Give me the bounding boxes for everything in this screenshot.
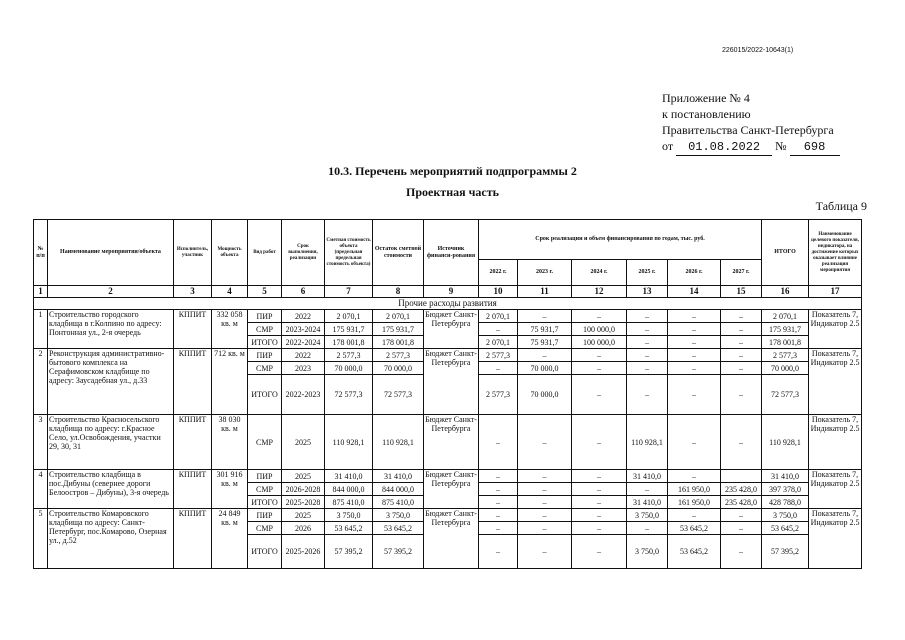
cost-remainder: 2 577,3 xyxy=(373,349,424,362)
funding-source: Бюджет Санкт-Петербурга xyxy=(424,310,479,349)
header-year-2025: 2025 г. xyxy=(627,260,668,286)
year-amount: – xyxy=(518,310,572,323)
term: 2022 xyxy=(282,310,325,323)
work-type: СМР xyxy=(248,415,282,470)
document-number: 226015/2022-10643(1) xyxy=(722,47,794,54)
column-number: 4 xyxy=(212,286,248,298)
year-amount: – xyxy=(572,415,627,470)
year-amount: – xyxy=(627,483,668,496)
row-number: 2 xyxy=(34,349,48,415)
row-total: 175 931,7 xyxy=(762,323,809,336)
column-number: 1 xyxy=(34,286,48,298)
header-work-type: Вид работ xyxy=(248,220,282,286)
year-amount: – xyxy=(479,483,518,496)
header-year-2024: 2024 г. xyxy=(572,260,627,286)
year-amount: – xyxy=(572,535,627,569)
year-amount: – xyxy=(518,535,572,569)
year-amount: – xyxy=(479,535,518,569)
estimated-cost: 178 001,8 xyxy=(325,336,373,349)
page-subtitle: Проектная часть xyxy=(406,185,499,199)
column-number: 7 xyxy=(325,286,373,298)
year-amount: – xyxy=(572,310,627,323)
year-amount: – xyxy=(518,349,572,362)
year-amount: 235 428,0 xyxy=(721,483,762,496)
year-amount: – xyxy=(721,362,762,375)
column-number: 6 xyxy=(282,286,325,298)
row-total: 178 001,8 xyxy=(762,336,809,349)
year-amount: 75 931,7 xyxy=(518,336,572,349)
term: 2025 xyxy=(282,509,325,522)
year-amount: 235 428,0 xyxy=(721,496,762,509)
year-amount: 2 070,1 xyxy=(479,336,518,349)
row-total: 72 577,3 xyxy=(762,375,809,415)
year-amount: 70 000,0 xyxy=(518,375,572,415)
year-amount: – xyxy=(721,323,762,336)
cost-remainder: 3 750,0 xyxy=(373,509,424,522)
estimated-cost: 875 410,0 xyxy=(325,496,373,509)
year-amount: – xyxy=(668,470,721,483)
year-amount: – xyxy=(479,522,518,535)
row-total: 428 788,0 xyxy=(762,496,809,509)
year-amount: – xyxy=(479,323,518,336)
row-total: 70 000,0 xyxy=(762,362,809,375)
year-amount: – xyxy=(627,522,668,535)
year-amount: – xyxy=(479,415,518,470)
work-type: ПИР xyxy=(248,349,282,362)
work-type: ПИР xyxy=(248,509,282,522)
executor: КППИТ xyxy=(174,509,212,569)
header-indicator: Наименование целевого показателя, индикатора, на достижение которых оказывает влияние реализация мероприятия xyxy=(809,220,862,286)
year-amount: 75 931,7 xyxy=(518,323,572,336)
funding-source: Бюджет Санкт-Петербурга xyxy=(424,470,479,509)
column-number: 11 xyxy=(518,286,572,298)
year-amount: 2 577,3 xyxy=(479,349,518,362)
year-amount: – xyxy=(572,522,627,535)
funding-source: Бюджет Санкт-Петербурга xyxy=(424,415,479,470)
column-number: 15 xyxy=(721,286,762,298)
year-amount: – xyxy=(518,483,572,496)
year-amount: 70 000,0 xyxy=(518,362,572,375)
year-amount: – xyxy=(572,375,627,415)
estimated-cost: 31 410,0 xyxy=(325,470,373,483)
year-amount: – xyxy=(668,336,721,349)
year-amount: – xyxy=(479,470,518,483)
term: 2022-2024 xyxy=(282,336,325,349)
year-amount: – xyxy=(518,470,572,483)
row-total: 2 070,1 xyxy=(762,310,809,323)
estimated-cost: 110 928,1 xyxy=(325,415,373,470)
year-amount: – xyxy=(668,323,721,336)
row-number: 3 xyxy=(34,415,48,470)
year-amount: – xyxy=(479,496,518,509)
year-amount: 2 577,3 xyxy=(479,375,518,415)
header-funding-source: Источник финанси-рования xyxy=(424,220,479,286)
term: 2022 xyxy=(282,349,325,362)
term: 2023 xyxy=(282,362,325,375)
column-number: 17 xyxy=(809,286,862,298)
year-amount: 161 950,0 xyxy=(668,496,721,509)
cost-remainder: 178 001,8 xyxy=(373,336,424,349)
year-amount: – xyxy=(479,362,518,375)
term: 2023-2024 xyxy=(282,323,325,336)
row-number: 4 xyxy=(34,470,48,509)
header-term: Срок выполнения, реализации xyxy=(282,220,325,286)
year-amount: 53 645,2 xyxy=(668,522,721,535)
year-amount: – xyxy=(668,362,721,375)
term: 2025 xyxy=(282,470,325,483)
year-amount: – xyxy=(721,509,762,522)
year-amount: – xyxy=(668,509,721,522)
year-amount: – xyxy=(721,415,762,470)
object-power: 712 кв. м xyxy=(212,349,248,415)
cost-remainder: 110 928,1 xyxy=(373,415,424,470)
year-amount: – xyxy=(721,522,762,535)
column-number: 5 xyxy=(248,286,282,298)
executor: КППИТ xyxy=(174,349,212,415)
estimated-cost: 57 395,2 xyxy=(325,535,373,569)
object-name: Строительство кладбища в пос.Дибуны (севернее дороги Белоостров – Дибуны), 3-я очередь xyxy=(48,470,174,509)
year-amount: 3 750,0 xyxy=(627,535,668,569)
year-amount: – xyxy=(518,509,572,522)
year-amount: 53 645,2 xyxy=(668,535,721,569)
indicator: Показатель 7, Индикатор 2.5 xyxy=(809,470,862,509)
header-power: Мощность объекта xyxy=(212,220,248,286)
appendix-line2: к постановлению xyxy=(662,107,751,121)
year-amount: – xyxy=(721,310,762,323)
column-number: 12 xyxy=(572,286,627,298)
row-total: 110 928,1 xyxy=(762,415,809,470)
year-amount: 100 000,0 xyxy=(572,323,627,336)
year-amount: – xyxy=(627,375,668,415)
column-number: 9 xyxy=(424,286,479,298)
appendix-date-line xyxy=(662,138,840,156)
year-amount xyxy=(721,470,762,483)
row-total: 57 395,2 xyxy=(762,535,809,569)
year-amount: – xyxy=(627,336,668,349)
year-amount: – xyxy=(572,509,627,522)
work-type: ИТОГО xyxy=(248,375,282,415)
year-amount: – xyxy=(721,349,762,362)
year-amount: – xyxy=(627,362,668,375)
year-amount: 3 750,0 xyxy=(627,509,668,522)
table-row xyxy=(34,310,862,323)
header-executor: Исполнитель, участник xyxy=(174,220,212,286)
work-type: СМР xyxy=(248,323,282,336)
year-amount: 161 950,0 xyxy=(668,483,721,496)
header-year-2026: 2026 г. xyxy=(668,260,721,286)
cost-remainder: 57 395,2 xyxy=(373,535,424,569)
year-amount: – xyxy=(572,362,627,375)
work-type: ИТОГО xyxy=(248,535,282,569)
year-amount: – xyxy=(572,470,627,483)
cost-remainder: 31 410,0 xyxy=(373,470,424,483)
estimated-cost: 72 577,3 xyxy=(325,375,373,415)
cost-remainder: 875 410,0 xyxy=(373,496,424,509)
header-total: ИТОГО xyxy=(762,220,809,286)
year-amount: 31 410,0 xyxy=(627,470,668,483)
table-row xyxy=(34,415,862,470)
appendix-line3: Правительства Санкт-Петербурга xyxy=(662,123,834,137)
column-number: 14 xyxy=(668,286,721,298)
estimated-cost: 70 000,0 xyxy=(325,362,373,375)
column-number: 10 xyxy=(479,286,518,298)
header-year-2023: 2023 г. xyxy=(518,260,572,286)
column-number: 2 xyxy=(48,286,174,298)
year-amount: – xyxy=(721,336,762,349)
cost-remainder: 844 000,0 xyxy=(373,483,424,496)
cost-remainder: 175 931,7 xyxy=(373,323,424,336)
header-name: Наименование мероприятия/объекта xyxy=(48,220,174,286)
year-amount: – xyxy=(518,415,572,470)
term: 2026-2028 xyxy=(282,483,325,496)
column-number: 8 xyxy=(373,286,424,298)
page-title: 10.3. Перечень мероприятий подпрограммы 2 xyxy=(328,164,577,178)
work-type: ИТОГО xyxy=(248,496,282,509)
work-type: ПИР xyxy=(248,310,282,323)
year-amount: – xyxy=(668,375,721,415)
estimated-cost: 53 645,2 xyxy=(325,522,373,535)
estimated-cost: 844 000,0 xyxy=(325,483,373,496)
estimated-cost: 2 070,1 xyxy=(325,310,373,323)
executor: КППИТ xyxy=(174,310,212,349)
term: 2025 xyxy=(282,415,325,470)
header-estimated-cost: Сметная стоимость объекта (предельная предельная стоимость объекта) xyxy=(325,220,373,286)
table-row xyxy=(34,509,862,522)
header-num: № п/п xyxy=(34,220,48,286)
indicator: Показатель 7, Индикатор 2.5 xyxy=(809,415,862,470)
row-total: 31 410,0 xyxy=(762,470,809,483)
estimated-cost: 3 750,0 xyxy=(325,509,373,522)
object-name: Строительство Комаровского кладбища по адресу: Санкт-Петербург, пос.Комарово, Озерная ул., д.52 xyxy=(48,509,174,569)
object-power: 24 849 кв. м xyxy=(212,509,248,569)
year-amount: 100 000,0 xyxy=(572,336,627,349)
header-financing: Срок реализации и объем финансирования по годам, тыс. руб. xyxy=(479,220,762,260)
year-amount: – xyxy=(572,349,627,362)
funding-source: Бюджет Санкт-Петербурга xyxy=(424,509,479,569)
object-name: Строительство городского кладбища в г.Колпино по адресу: Понтонная ул., 2-я очередь xyxy=(48,310,174,349)
year-amount: 31 410,0 xyxy=(627,496,668,509)
cost-remainder: 70 000,0 xyxy=(373,362,424,375)
work-type: ИТОГО xyxy=(248,336,282,349)
header-year-2022: 2022 г. xyxy=(479,260,518,286)
funding-source: Бюджет Санкт-Петербурга xyxy=(424,349,479,415)
row-total: 53 645,2 xyxy=(762,522,809,535)
cost-remainder: 72 577,3 xyxy=(373,375,424,415)
object-name: Реконструкция административно-бытового комплекса на Серафимовском кладбище по адресу: Заусадебная ул., д.33 xyxy=(48,349,174,415)
year-amount: – xyxy=(668,310,721,323)
header-cost-remainder: Остаток сметной стоимости xyxy=(373,220,424,286)
work-type: ПИР xyxy=(248,470,282,483)
term: 2025-2026 xyxy=(282,535,325,569)
resolution-number: 698 xyxy=(790,139,840,156)
appendix-line1: Приложение № 4 xyxy=(662,91,750,105)
work-type: СМР xyxy=(248,522,282,535)
year-amount: – xyxy=(627,310,668,323)
table-label: Таблица 9 xyxy=(815,199,867,213)
work-type: СМР xyxy=(248,362,282,375)
measures-table xyxy=(33,219,862,569)
indicator: Показатель 7, Индикатор 2.5 xyxy=(809,509,862,569)
year-amount: – xyxy=(627,349,668,362)
work-type: СМР xyxy=(248,483,282,496)
row-number: 1 xyxy=(34,310,48,349)
year-amount: – xyxy=(518,522,572,535)
estimated-cost: 2 577,3 xyxy=(325,349,373,362)
term: 2026 xyxy=(282,522,325,535)
year-amount: – xyxy=(668,415,721,470)
year-amount: 2 070,1 xyxy=(479,310,518,323)
row-total: 2 577,3 xyxy=(762,349,809,362)
table-row xyxy=(34,349,862,362)
row-total: 397 378,0 xyxy=(762,483,809,496)
row-total: 3 750,0 xyxy=(762,509,809,522)
year-amount: 110 928,1 xyxy=(627,415,668,470)
indicator: Показатель 7, Индикатор 2.5 xyxy=(809,349,862,415)
term: 2025-2028 xyxy=(282,496,325,509)
column-number: 3 xyxy=(174,286,212,298)
year-amount: – xyxy=(518,496,572,509)
year-amount: – xyxy=(479,509,518,522)
row-number: 5 xyxy=(34,509,48,569)
column-numbers-row xyxy=(34,286,862,298)
term: 2022-2023 xyxy=(282,375,325,415)
object-power: 332 058 кв. м xyxy=(212,310,248,349)
from-label: от xyxy=(662,139,674,153)
year-amount: – xyxy=(572,496,627,509)
object-power: 38 030 кв. м xyxy=(212,415,248,470)
executor: КППИТ xyxy=(174,470,212,509)
column-number: 13 xyxy=(627,286,668,298)
column-number: 16 xyxy=(762,286,809,298)
section-row xyxy=(34,298,862,310)
header-year-2027: 2027 г. xyxy=(721,260,762,286)
table-row xyxy=(34,470,862,483)
executor: КППИТ xyxy=(174,415,212,470)
cost-remainder: 2 070,1 xyxy=(373,310,424,323)
appendix-block xyxy=(662,90,840,156)
object-power: 301 916 кв. м xyxy=(212,470,248,509)
object-name: Строительство Красносельского кладбища по адресу: г.Красное Село, ул.Освобождения, участки 29, 30, 31 xyxy=(48,415,174,470)
year-amount: – xyxy=(721,375,762,415)
number-label: № xyxy=(775,139,787,153)
year-amount: – xyxy=(721,535,762,569)
year-amount: – xyxy=(627,323,668,336)
year-amount: – xyxy=(668,349,721,362)
resolution-date: 01.08.2022 xyxy=(676,139,772,156)
section-title: Прочие расходы развития xyxy=(34,298,862,310)
year-amount: – xyxy=(572,483,627,496)
indicator: Показатель 7, Индикатор 2.5 xyxy=(809,310,862,349)
estimated-cost: 175 931,7 xyxy=(325,323,373,336)
cost-remainder: 53 645,2 xyxy=(373,522,424,535)
